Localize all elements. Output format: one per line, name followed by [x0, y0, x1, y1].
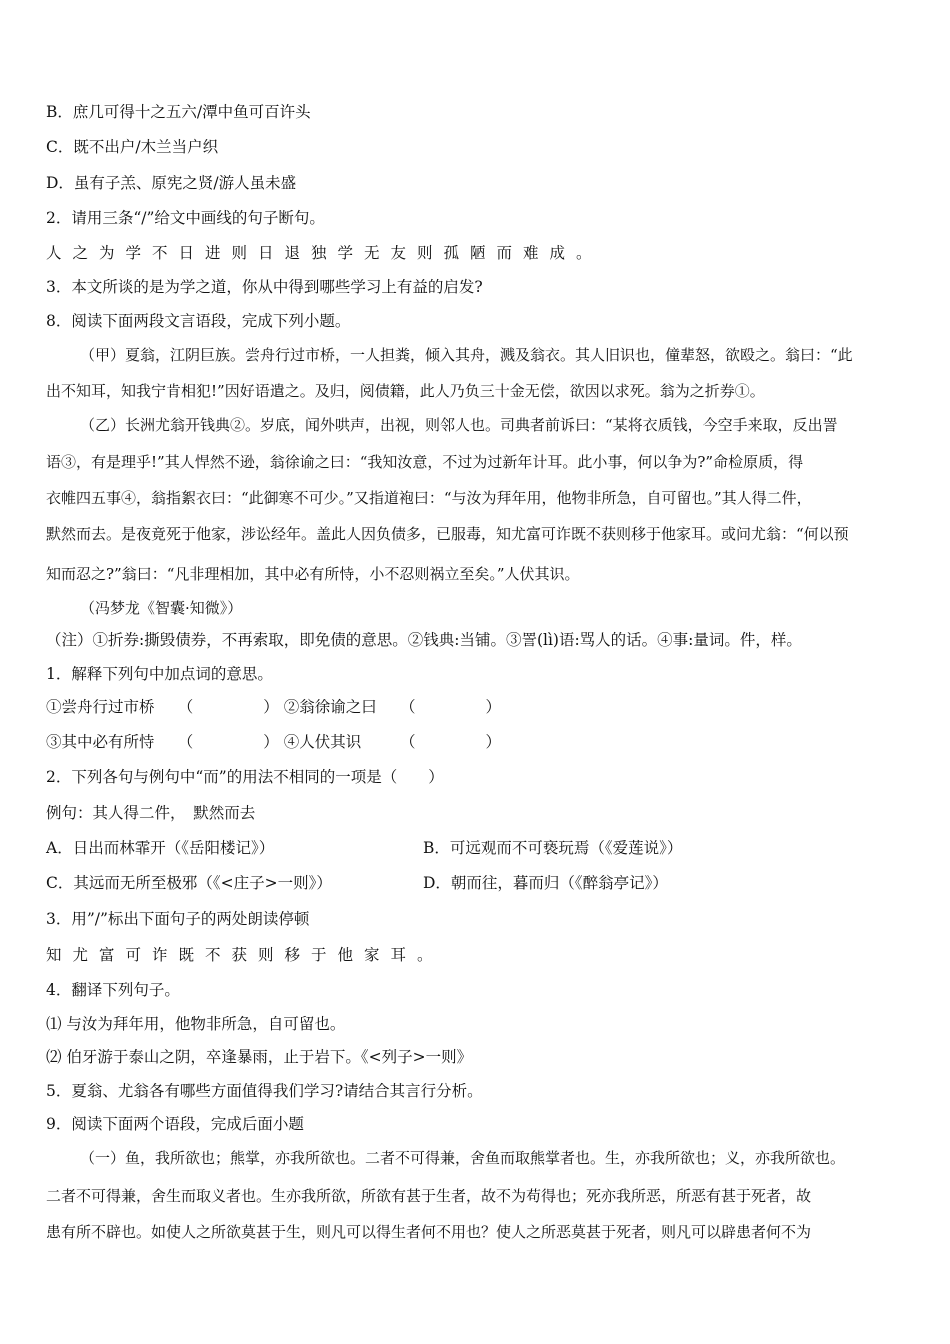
blank-open: （: [407, 698, 416, 716]
choice-a: A．日出而林霏开（《岳阳楼记》）: [46, 839, 275, 857]
choice-row-2: [46, 873, 920, 893]
blank-close: ）: [263, 698, 279, 716]
blank-close: ）: [263, 733, 279, 751]
choice-row-1: [46, 838, 920, 858]
word-item-1: ①尝舟行过市桥: [46, 698, 155, 716]
blank-close: ）: [485, 733, 502, 751]
translate-item-2: ⑵ 伯牙游于泰山之阴，卒逢暴雨，止于岩下。《<列子>一则》: [46, 1048, 473, 1066]
passage-one-line-3: 患有所不辟也。如使人之所欲莫甚于生，则凡可以得生者何不用也？使人之所恶莫甚于死者，则凡可以辟患者何不为: [46, 1223, 812, 1241]
sub-question-5: 5．夏翁、尤翁各有哪些方面值得我们学习?请结合其言行分析。: [46, 1082, 483, 1100]
passage-yi-line-2: 语③，有是理乎!”其人悍然不逊，翁徐谕之曰：“我知汝意，不过为过新年计耳。此小事，何以争为?”命检原质，得: [46, 453, 804, 471]
sub-question-4: 4．翻译下列句子。: [46, 981, 180, 999]
word-item-row-2: [46, 732, 920, 752]
passage-jia-line-2: 出不知耳，知我宁肯相犯!”因好语遣之。及归，阅债籍，此人乃负三十金无偿，欲因以求死。翁为之折券①。: [46, 382, 765, 400]
passage-yi-line-3: 衣帷四五事④，翁指絮衣曰：“此御寒不可少。”又指道袍曰：“与汝为拜年用，他物非所急，自可留也。”其人得二件，: [46, 489, 812, 507]
choice-c: C．其远而无所至极邪（《<庄子>一则》）: [46, 874, 332, 892]
option-c: C．既不出户/木兰当户织: [46, 138, 219, 156]
source-citation: （冯梦龙《智囊·知微》）: [80, 599, 243, 617]
word-item-2: ②翁徐谕之曰: [283, 698, 377, 716]
question-8: 8．阅读下面两段文言语段，完成下列小题。: [46, 312, 351, 330]
passage-jia-line-1: （甲）夏翁，江阴巨族。尝舟行过市桥，一人担粪，倾入其舟，溅及翁衣。其人旧识也，僮辈怒，欲殴之。翁曰：“此: [80, 346, 853, 364]
word-item-row-1: [46, 697, 920, 717]
option-b: B．庶几可得十之五六/潭中鱼可百许头: [46, 103, 311, 121]
sub-question-2: 2．下列各句与例句中“而”的用法不相同的一项是（ ）: [46, 768, 444, 786]
blank-close: ）: [485, 698, 502, 716]
blank-open: （: [185, 698, 194, 716]
annotations: （注）①折券:撕毁债券，不再索取，即免债的意思。②钱典:当铺。③詈(lì)语:骂人的话。④事:量词。件，样。: [46, 631, 802, 649]
sub-question-3: 3．用”/”标出下面句子的两处朗读停顿: [46, 910, 310, 928]
sub-question-1: 1．解释下列句中加点词的意思。: [46, 665, 273, 683]
word-item-4: ④人伏其识: [283, 733, 362, 751]
sentence-to-punctuate: 人之为学不日进则日退独学无友则孤陋而难成。: [46, 244, 603, 262]
passage-one-line-2: 二者不可得兼，舍生而取义者也。生亦我所欲，所欲有甚于生者，故不为苟得也；死亦我所恶，所恶有甚于死者，故: [46, 1187, 812, 1205]
passage-yi-line-4: 默然而去。是夜竟死于他家，涉讼经年。盖此人因负债多，已服毒，知尤富可诈既不获则移于他家耳。或问尤翁：“何以预: [46, 525, 849, 543]
passage-yi-line-1: （乙）长洲尤翁开钱典②。岁底，闻外哄声，出视，则邻人也。司典者前诉曰：“某将衣质钱，今空手来取，反出詈: [80, 416, 838, 434]
passage-one-line-1: （一）鱼，我所欲也；熊掌，亦我所欲也。二者不可得兼，舍鱼而取熊掌者也。生，亦我所欲也；义，亦我所欲也。: [80, 1149, 846, 1167]
question-9: 9．阅读下面两个语段，完成后面小题: [46, 1115, 304, 1133]
blank-open: （: [185, 733, 194, 751]
example-sentence: 例句：其人得二件， 默然而去: [46, 804, 256, 822]
passage-yi-line-5: 知而忍之?”翁曰：“凡非理相加，其中必有所恃，小不忍则祸立至矣。”人伏其识。: [46, 565, 580, 583]
choice-d: D．朝而往，暮而归（《醉翁亭记》）: [423, 874, 668, 892]
pause-sentence: 知尤富可诈既不获则移于他家耳。: [46, 946, 444, 964]
choice-b: B．可远观而不可亵玩焉（《爱莲说》）: [423, 839, 683, 857]
question-3: 3．本文所谈的是为学之道，你从中得到哪些学习上有益的启发?: [46, 278, 483, 296]
blank-open: （: [407, 733, 416, 751]
question-2: 2．请用三条“/”给文中画线的句子断句。: [46, 209, 325, 227]
option-d: D．虽有子羔、原宪之贤/游人虽未盛: [46, 174, 297, 192]
word-item-3: ③其中必有所恃: [46, 733, 155, 751]
translate-item-1: ⑴ 与汝为拜年用，他物非所急，自可留也。: [46, 1015, 346, 1033]
